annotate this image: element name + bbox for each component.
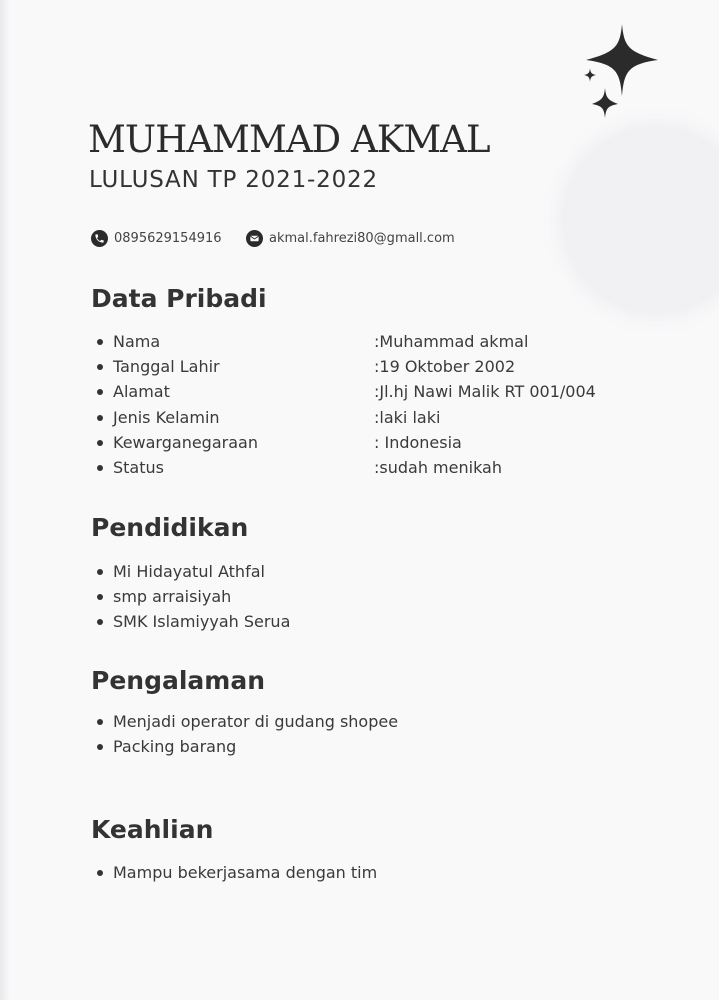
- data-value: :19 Oktober 2002: [374, 357, 516, 377]
- phone-contact: [91, 229, 222, 247]
- bullet: [97, 364, 103, 370]
- data-value: :Jl.hj Nawi Malik RT 001/004: [374, 382, 596, 402]
- bullet: [97, 415, 103, 421]
- list-item: Menjadi operator di gudang shopee: [96, 709, 398, 734]
- section-title-experience: Pengalaman: [91, 666, 265, 695]
- sparkle-stars-icon: [578, 20, 668, 120]
- list-item: Packing barang: [96, 734, 398, 759]
- experience-list: [96, 709, 398, 759]
- education-list: [96, 559, 290, 634]
- bullet: [97, 465, 103, 471]
- email-address: akmal.fahrezi80@gmall.com: [269, 230, 455, 246]
- data-label: Alamat: [113, 382, 170, 402]
- person-name: MUHAMMAD AKMAL: [88, 118, 490, 161]
- bullet: [97, 440, 103, 446]
- data-label: Kewarganegaraan: [113, 432, 258, 452]
- mail-icon: [246, 230, 263, 247]
- page-edge-shadow: [0, 0, 10, 1000]
- section-title-education: Pendidikan: [91, 513, 249, 542]
- data-label: Nama: [113, 332, 161, 351]
- data-label: Tanggal Lahir: [113, 357, 220, 377]
- bullet: [97, 339, 103, 345]
- list-item: Mampu bekerjasama dengan tim: [96, 860, 377, 885]
- decorative-circle: [566, 130, 719, 310]
- section-title-skills: Keahlian: [91, 815, 214, 844]
- email-contact: [246, 229, 455, 247]
- list-item: SMK Islamiyyah Serua: [96, 609, 290, 634]
- bullet: [97, 389, 103, 395]
- skills-list: [96, 860, 377, 885]
- list-item: Mi Hidayatul Athfal: [96, 559, 290, 584]
- data-value: : Indonesia: [374, 432, 462, 452]
- data-value: :sudah menikah: [374, 457, 502, 477]
- data-label: Status: [113, 457, 164, 477]
- graduate-subtitle: LULUSAN TP 2021-2022: [89, 167, 378, 193]
- section-title-personal: Data Pribadi: [91, 284, 267, 313]
- phone-number: 0895629154916: [114, 230, 222, 246]
- phone-icon: [91, 230, 108, 247]
- list-item: smp arraisiyah: [96, 584, 290, 609]
- data-label: Jenis Kelamin: [113, 407, 220, 427]
- data-value: :laki laki: [374, 407, 441, 427]
- data-value: :Muhammad akmal: [374, 332, 529, 351]
